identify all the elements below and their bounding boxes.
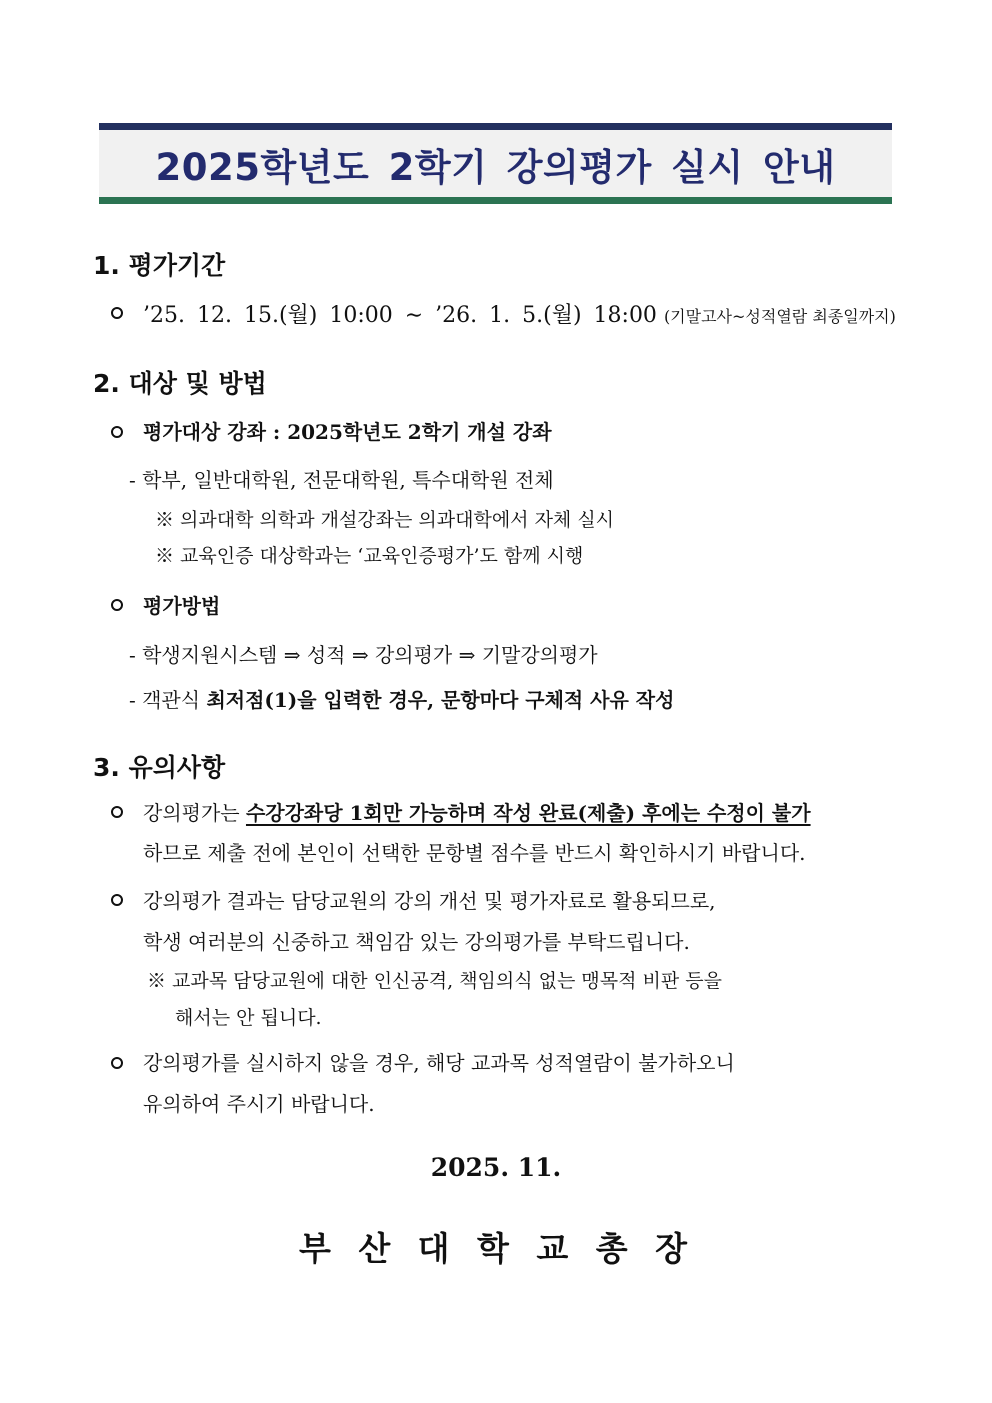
bullet-icon	[111, 307, 123, 319]
target-detail: - 학부, 일반대학원, 전문대학원, 특수대학원 전체	[129, 468, 554, 492]
method-label: 평가방법	[143, 594, 221, 618]
notice-item-2-line-2: 학생 여러분의 신중하고 책임감 있는 강의평가를 부탁드립니다.	[143, 930, 690, 954]
note-certification: ※ 교육인증 대상학과는 ‘교육인증평가’도 함께 시행	[155, 545, 584, 567]
section-heading-notes: 3. 유의사항	[93, 753, 226, 782]
target-label: 평가대상 강좌 : 2025학년도 2학기 개설 강좌	[143, 420, 552, 444]
method-note-emphasis: 최저점(1)을 입력한 경우, 문항마다 구체적 사유 작성	[206, 688, 675, 712]
page-title: 2025학년도 2학기 강의평가 실시 안내	[155, 145, 836, 189]
notice-item-1-emphasis: 수강강좌당 1회만 가능하며 작성 완료(제출) 후에는 수정이 불가	[245, 801, 811, 825]
period-main: ’25. 12. 15.(월) 10:00 ∼ ’26. 1. 5.(월) 18:00	[143, 303, 657, 328]
notice-item-2-line-1: 강의평가 결과는 담당교원의 강의 개선 및 평가자료로 활용되므로,	[143, 889, 716, 913]
bullet-icon	[111, 806, 123, 818]
notice-item-2-note-line-2: 해서는 안 됩니다.	[175, 1007, 322, 1029]
notice-item-1-prefix: 강의평가는	[143, 801, 246, 825]
note-medical: ※ 의과대학 의학과 개설강좌는 의과대학에서 자체 실시	[155, 509, 615, 531]
section-heading-period: 1. 평가기간	[93, 251, 226, 280]
issuer-signature: 부 산 대 학 교 총 장	[298, 1229, 694, 1268]
notice-item-3-line-2: 유의하여 주시기 바랍니다.	[143, 1092, 375, 1116]
method-note	[129, 684, 674, 713]
notice-item-1-line-2: 하므로 제출 전에 본인이 선택한 문항별 점수를 반드시 확인하시기 바랍니다.	[143, 841, 806, 865]
notice-item-2-note-line-1: ※ 교과목 담당교원에 대한 인신공격, 책임의식 없는 맹목적 비판 등을	[147, 970, 722, 992]
bullet-icon	[111, 1057, 123, 1069]
method-path: - 학생지원시스템 ⇒ 성적 ⇒ 강의평가 ⇒ 기말강의평가	[129, 643, 598, 667]
title-banner	[99, 123, 892, 204]
period-note: (기말고사~성적열람 최종일까지)	[663, 307, 896, 326]
notice-item-3-line-1: 강의평가를 실시하지 않을 경우, 해당 교과목 성적열람이 불가하오니	[143, 1051, 735, 1075]
method-note-prefix: - 객관식	[129, 688, 207, 712]
bullet-icon	[111, 894, 123, 906]
bullet-icon	[111, 599, 123, 611]
bullet-icon	[111, 426, 123, 438]
issue-date: 2025. 11.	[430, 1153, 562, 1182]
section-heading-target-method: 2. 대상 및 방법	[93, 369, 267, 398]
period-line	[143, 298, 896, 329]
notice-item-1-line-1	[143, 797, 811, 826]
